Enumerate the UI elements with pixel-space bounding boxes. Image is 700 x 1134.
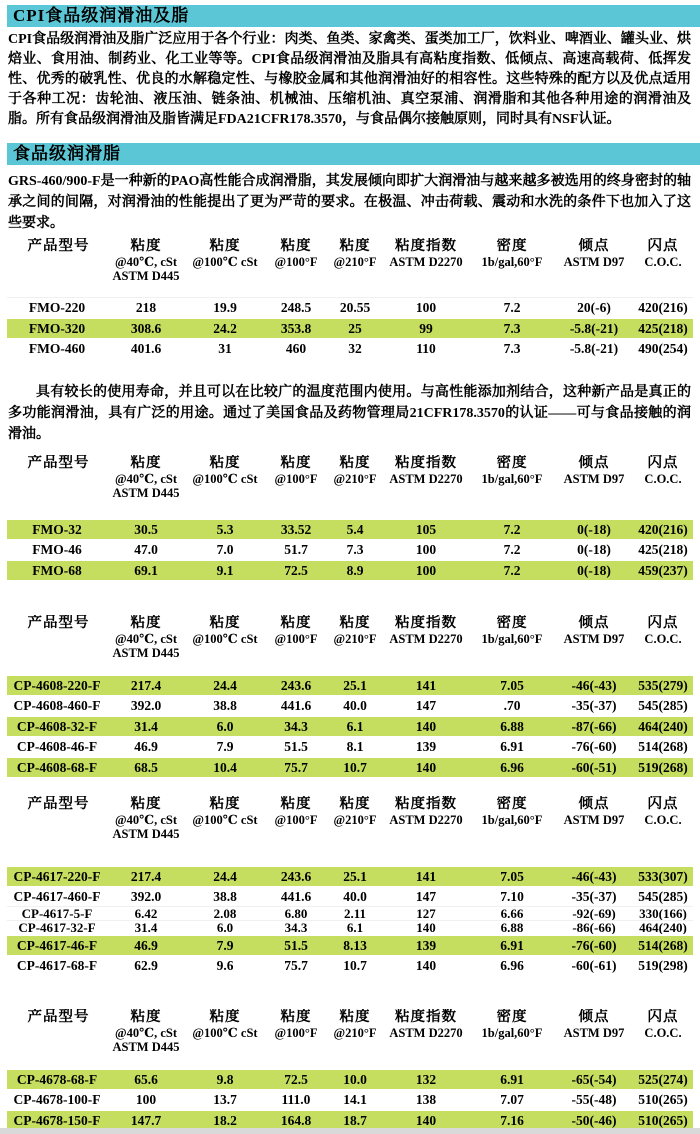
value-cell: 525(274) [633,1069,693,1090]
value-cell: 308.6 [107,318,185,339]
value-cell: 6.88 [469,716,555,737]
column-header: 密度 1b/gal,60°F [481,1009,543,1040]
value-cell: 141 [383,675,469,696]
model-cell: CP-4678-68-F [7,1069,107,1090]
column-header: 闪点 C.O.C. [644,796,682,827]
value-cell: 62.9 [107,956,185,976]
value-cell: 519(268) [633,757,693,778]
column-header: 粘度 @100℃ cSt [192,615,258,646]
value-cell: 5.3 [185,519,265,540]
table-row [7,519,693,540]
value-cell: 46.9 [107,737,185,758]
value-cell: 25 [327,318,383,339]
value-cell: 147.7 [107,1110,185,1131]
value-cell: 72.5 [265,560,327,581]
model-cell: FMO-320 [7,318,107,339]
column-header: 粘度指数 ASTM D2270 [389,796,463,827]
column-header: 倾点 ASTM D97 [563,238,625,269]
column-header: 密度 1b/gal,60°F [481,455,543,486]
value-cell: 46.9 [107,935,185,956]
column-header: 粘度 @40℃, cSt ASTM D445 [112,238,180,283]
value-cell: 25.1 [327,866,383,887]
column-header: 粘度 @210°F [333,455,377,486]
value-cell: 441.6 [265,696,327,717]
value-cell: 100 [107,1090,185,1111]
table-row [7,298,693,319]
column-header: 产品型号 [27,1009,90,1025]
value-cell: 460 [265,339,327,359]
value-cell: -5.8(-21) [555,339,633,359]
column-header: 产品型号 [27,238,90,254]
value-cell: -87(-66) [555,716,633,737]
grease-intro-paragraph: GRS-460/900-F是一种新的PAO高性能合成润滑脂，其发展倾向即扩大润滑油与越来越多被选用的终身密封的轴承之间的间隔，对润滑油的性能提出了更为严苛的要求。在极温、冲击荷载、震动和水洗的条件下也加入了这些要求。 [8,174,691,231]
value-cell: 6.96 [469,757,555,778]
column-header: 粘度 @210°F [333,796,377,827]
section-title-oils: CPI食品级润滑油及脂 [13,6,190,25]
value-cell: -65(-54) [555,1069,633,1090]
value-cell: 100 [383,540,469,561]
value-cell: .70 [469,696,555,717]
value-cell: 6.88 [469,921,555,936]
value-cell: 420(216) [633,298,693,319]
value-cell: 138 [383,1090,469,1111]
value-cell: 75.7 [265,956,327,976]
value-cell: 51.5 [265,737,327,758]
column-header: 粘度 @100°F [274,455,318,486]
value-cell: 425(218) [633,540,693,561]
value-cell: 6.1 [327,716,383,737]
column-header: 产品型号 [27,455,90,471]
column-header: 粘度 @40℃, cSt ASTM D445 [112,1009,180,1054]
model-cell: CP-4608-32-F [7,716,107,737]
value-cell: 68.5 [107,757,185,778]
model-cell: CP-4617-5-F [7,907,107,921]
value-cell: 0(-18) [555,560,633,581]
value-cell: 51.7 [265,540,327,561]
value-cell: 459(237) [633,560,693,581]
value-cell: 51.5 [265,935,327,956]
value-cell: 510(265) [633,1110,693,1131]
table-row [7,921,693,936]
table-row [7,887,693,907]
value-cell: 100 [383,560,469,581]
column-header: 倾点 ASTM D97 [563,455,625,486]
fmo-light-table [7,455,693,581]
model-cell: CP-4608-46-F [7,737,107,758]
value-cell: 7.3 [469,339,555,359]
value-cell: 6.0 [185,716,265,737]
table-row [7,866,693,887]
column-header: 粘度指数 ASTM D2270 [389,615,463,646]
value-cell: 18.2 [185,1110,265,1131]
value-cell: 392.0 [107,696,185,717]
value-cell: 31.4 [107,716,185,737]
value-cell: 330(166) [633,907,693,921]
column-header: 粘度 @100℃ cSt [192,1009,258,1040]
value-cell: 65.6 [107,1069,185,1090]
spec-table [7,796,693,975]
value-cell: -46(-43) [555,866,633,887]
value-cell: 20.55 [327,298,383,319]
value-cell: 147 [383,887,469,907]
spec-table [7,1009,693,1131]
value-cell: 40.0 [327,696,383,717]
model-cell: FMO-68 [7,560,107,581]
value-cell: 425(218) [633,318,693,339]
value-cell: 464(240) [633,716,693,737]
value-cell: 31 [185,339,265,359]
table-row [7,540,693,561]
value-cell: 139 [383,737,469,758]
value-cell: 2.08 [185,907,265,921]
column-header: 闪点 C.O.C. [644,1009,682,1040]
value-cell: 7.2 [469,519,555,540]
column-header: 闪点 C.O.C. [644,615,682,646]
value-cell: -55(-48) [555,1090,633,1111]
value-cell: 75.7 [265,757,327,778]
column-header: 产品型号 [27,796,90,812]
header-row [7,796,693,866]
cp-4678-table [7,1009,693,1131]
column-header: 闪点 C.O.C. [644,238,682,269]
value-cell: 243.6 [265,866,327,887]
model-cell: FMO-32 [7,519,107,540]
value-cell: 8.9 [327,560,383,581]
table-row [7,1069,693,1090]
model-cell: FMO-220 [7,298,107,319]
table-row [7,1090,693,1111]
column-header: 粘度 @40℃, cSt ASTM D445 [112,615,180,660]
column-header: 倾点 ASTM D97 [563,615,625,646]
column-header: 粘度 @100°F [274,238,318,269]
value-cell: 6.42 [107,907,185,921]
column-header: 粘度 @100°F [274,615,318,646]
value-cell: 99 [383,318,469,339]
value-cell: 545(285) [633,696,693,717]
value-cell: 7.2 [469,540,555,561]
value-cell: 38.8 [185,696,265,717]
value-cell: -60(-51) [555,757,633,778]
value-cell: 24.4 [185,675,265,696]
table-row [7,907,693,921]
model-cell: CP-4608-460-F [7,696,107,717]
value-cell: 353.8 [265,318,327,339]
value-cell: 0(-18) [555,540,633,561]
value-cell: 31.4 [107,921,185,936]
column-header: 倾点 ASTM D97 [563,1009,625,1040]
column-header: 密度 1b/gal,60°F [481,615,543,646]
value-cell: 24.4 [185,866,265,887]
column-header: 粘度 @40℃, cSt ASTM D445 [112,796,180,841]
value-cell: 248.5 [265,298,327,319]
value-cell: 464(240) [633,921,693,936]
footer-bar [0,1128,700,1134]
value-cell: 111.0 [265,1090,327,1111]
table-row [7,737,693,758]
value-cell: 140 [383,956,469,976]
value-cell: 217.4 [107,866,185,887]
header-row [7,455,693,519]
value-cell: 217.4 [107,675,185,696]
value-cell: 8.1 [327,737,383,758]
value-cell: 6.0 [185,921,265,936]
value-cell: 6.91 [469,935,555,956]
value-cell: 19.9 [185,298,265,319]
cp-4608-table [7,615,693,778]
value-cell: 140 [383,921,469,936]
value-cell: 10.7 [327,757,383,778]
column-header: 粘度 @210°F [333,1009,377,1040]
value-cell: 6.80 [265,907,327,921]
value-cell: 127 [383,907,469,921]
table-row [7,935,693,956]
value-cell: -5.8(-21) [555,318,633,339]
value-cell: 6.91 [469,737,555,758]
column-header: 粘度 @210°F [333,238,377,269]
value-cell: -50(-46) [555,1110,633,1131]
value-cell: 392.0 [107,887,185,907]
column-header: 粘度指数 ASTM D2270 [389,455,463,486]
spec-table [7,455,693,581]
column-header: 粘度 @40℃, cSt ASTM D445 [112,455,180,500]
value-cell: 139 [383,935,469,956]
section-title-bar-oils [7,5,700,27]
column-header: 粘度 @100℃ cSt [192,796,258,827]
value-cell: 9.6 [185,956,265,976]
column-header: 粘度指数 ASTM D2270 [389,238,463,269]
value-cell: 7.3 [327,540,383,561]
value-cell: 7.2 [469,560,555,581]
table-row [7,318,693,339]
model-cell: CP-4608-68-F [7,757,107,778]
value-cell: 0(-18) [555,519,633,540]
value-cell: 141 [383,866,469,887]
value-cell: 7.9 [185,935,265,956]
column-header: 密度 1b/gal,60°F [481,796,543,827]
value-cell: -46(-43) [555,675,633,696]
value-cell: -86(-66) [555,921,633,936]
table-row [7,716,693,737]
column-header: 密度 1b/gal,60°F [481,238,543,269]
value-cell: 6.91 [469,1069,555,1090]
value-cell: 7.10 [469,887,555,907]
value-cell: 514(268) [633,935,693,956]
model-cell: CP-4678-100-F [7,1090,107,1111]
column-header: 粘度 @210°F [333,615,377,646]
value-cell: 533(307) [633,866,693,887]
model-cell: CP-4678-150-F [7,1110,107,1131]
column-header: 倾点 ASTM D97 [563,796,625,827]
section-title-bar-grease [7,143,700,165]
header-row [7,615,693,675]
value-cell: 164.8 [265,1110,327,1131]
value-cell: 140 [383,716,469,737]
model-cell: CP-4608-220-F [7,675,107,696]
value-cell: 132 [383,1069,469,1090]
value-cell: 147 [383,696,469,717]
value-cell: 7.2 [469,298,555,319]
column-header: 产品型号 [27,615,90,631]
value-cell: 9.1 [185,560,265,581]
value-cell: 5.4 [327,519,383,540]
column-header: 粘度 @100℃ cSt [192,238,258,269]
value-cell: 420(216) [633,519,693,540]
column-header: 粘度 @100°F [274,1009,318,1040]
model-cell: FMO-46 [7,540,107,561]
value-cell: 140 [383,757,469,778]
value-cell: 25.1 [327,675,383,696]
value-cell: 218 [107,298,185,319]
value-cell: 100 [383,298,469,319]
value-cell: -35(-37) [555,887,633,907]
column-header: 粘度 @100°F [274,796,318,827]
column-header: 粘度指数 ASTM D2270 [389,1009,463,1040]
value-cell: -35(-37) [555,696,633,717]
cp-4617-table [7,796,693,975]
column-header: 粘度 @100℃ cSt [192,455,258,486]
value-cell: 7.9 [185,737,265,758]
value-cell: 510(265) [633,1090,693,1111]
value-cell: 38.8 [185,887,265,907]
model-cell: FMO-460 [7,339,107,359]
table-row [7,956,693,976]
value-cell: 32 [327,339,383,359]
value-cell: 40.0 [327,887,383,907]
value-cell: 401.6 [107,339,185,359]
value-cell: 7.3 [469,318,555,339]
value-cell: 7.05 [469,866,555,887]
model-cell: CP-4617-46-F [7,935,107,956]
value-cell: 110 [383,339,469,359]
value-cell: 34.3 [265,921,327,936]
value-cell: 33.52 [265,519,327,540]
model-cell: CP-4617-68-F [7,956,107,976]
value-cell: 545(285) [633,887,693,907]
value-cell: 490(254) [633,339,693,359]
column-header: 闪点 C.O.C. [644,455,682,486]
value-cell: 7.07 [469,1090,555,1111]
value-cell: 105 [383,519,469,540]
value-cell: 6.1 [327,921,383,936]
spec-table [7,238,693,358]
value-cell: 10.0 [327,1069,383,1090]
header-row [7,1009,693,1069]
table-row [7,675,693,696]
model-cell: CP-4617-460-F [7,887,107,907]
value-cell: 7.05 [469,675,555,696]
spec-table [7,615,693,778]
value-cell: 6.96 [469,956,555,976]
value-cell: 18.7 [327,1110,383,1131]
value-cell: 72.5 [265,1069,327,1090]
mid-paragraph: 具有较长的使用寿命，并且可以在比较广的温度范围内使用。与高性能添加剂结合，这种新产品是真正的多功能润滑油，具有广泛的用途。通过了美国食品及药物管理局21CFR178.3570的认证——可与食品接触的润滑油。 [8,385,691,442]
value-cell: -92(-69) [555,907,633,921]
value-cell: 2.11 [327,907,383,921]
oils-intro-paragraph: CPI食品级润滑油及脂广泛应用于各个行业：肉类、鱼类、家禽类、蛋类加工厂，饮料业、啤酒业、罐头业、烘焙业、食用油、制药业、化工业等等。CPI食品级润滑油及脂具有高粘度指数、低倾点、高速高载荷、低挥发性、优秀的破乳性、优良的水解稳定性、与橡胶金属和其他润滑油好的相容性。这些特殊的配方以及优点适用于各种工况：齿轮油、液压油、链条油、机械油、压缩机油、真空泵浦、润滑脂和其他各种用途的润滑油及脂。所有食品级润滑油及脂皆满足FDA21CFR178.3570，与食品偶尔接触原则，同时具有NSF认证。 [8,32,691,127]
table-row [7,560,693,581]
value-cell: 20(-6) [555,298,633,319]
value-cell: 535(279) [633,675,693,696]
value-cell: 243.6 [265,675,327,696]
model-cell: CP-4617-32-F [7,921,107,936]
value-cell: 9.8 [185,1069,265,1090]
value-cell: 24.2 [185,318,265,339]
value-cell: -76(-60) [555,935,633,956]
value-cell: 140 [383,1110,469,1131]
value-cell: 519(298) [633,956,693,976]
value-cell: 7.0 [185,540,265,561]
value-cell: 8.13 [327,935,383,956]
value-cell: 6.66 [469,907,555,921]
value-cell: 69.1 [107,560,185,581]
value-cell: -76(-60) [555,737,633,758]
value-cell: 13.7 [185,1090,265,1111]
value-cell: 10.4 [185,757,265,778]
value-cell: 34.3 [265,716,327,737]
value-cell: 441.6 [265,887,327,907]
value-cell: 7.16 [469,1110,555,1131]
value-cell: 14.1 [327,1090,383,1111]
table-row [7,339,693,359]
value-cell: -60(-61) [555,956,633,976]
section-title-grease: 食品级润滑脂 [13,144,121,163]
value-cell: 10.7 [327,956,383,976]
table-row [7,696,693,717]
fmo-heavy-table [7,238,693,358]
header-row [7,238,693,298]
value-cell: 47.0 [107,540,185,561]
value-cell: 514(268) [633,737,693,758]
table-row [7,757,693,778]
value-cell: 30.5 [107,519,185,540]
model-cell: CP-4617-220-F [7,866,107,887]
